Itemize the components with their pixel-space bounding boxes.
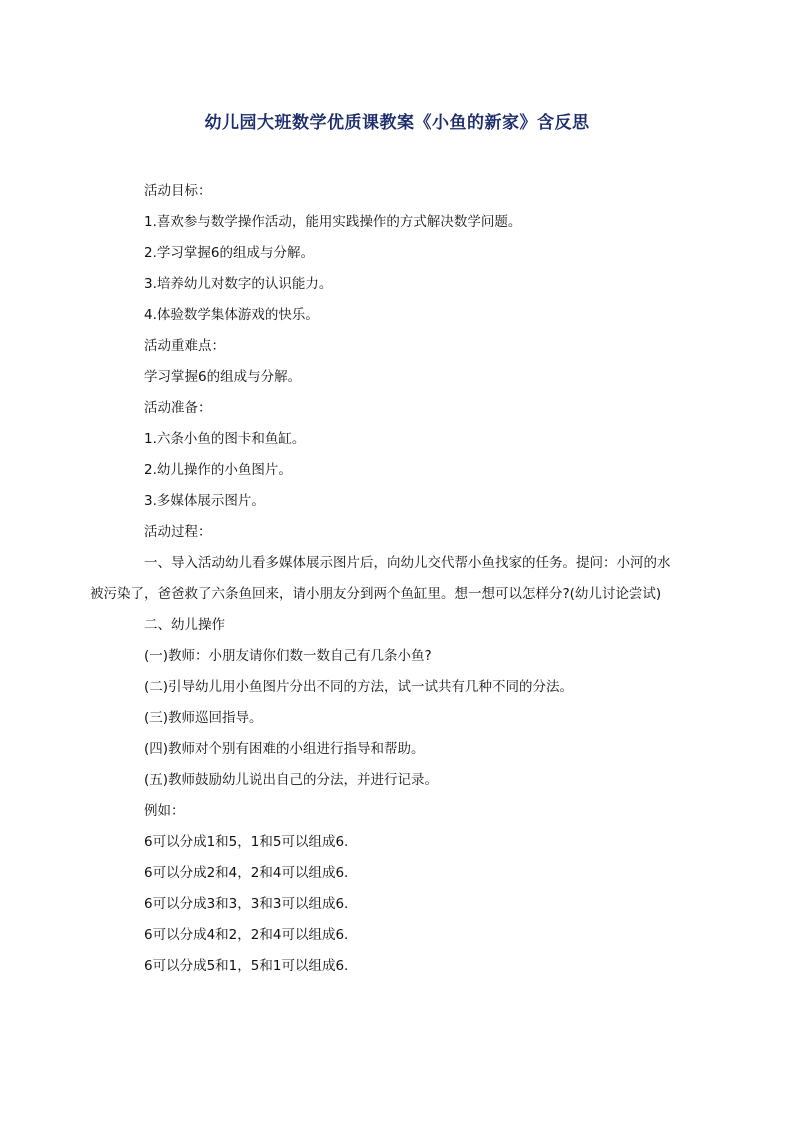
document-body <box>90 176 677 982</box>
process-sub-item: (五)教师鼓励幼儿说出自己的分法，并进行记录。 <box>144 772 439 788</box>
example-line: 6可以分成1和5，1和5可以组成6. <box>144 834 349 850</box>
objective-item: 1.喜欢参与数学操作活动，能用实践操作的方式解决数学问题。 <box>144 214 522 230</box>
section-heading-preparation: 活动准备： <box>144 400 212 416</box>
process-sub-item: (四)教师对个别有困难的小组进行指导和帮助。 <box>144 741 425 757</box>
section-heading-process: 活动过程： <box>144 524 212 540</box>
preparation-item: 2.幼儿操作的小鱼图片。 <box>144 462 292 478</box>
section-heading-objectives: 活动目标： <box>144 183 212 199</box>
process-step-heading: 二、幼儿操作 <box>144 617 225 633</box>
objective-item: 3.培养幼儿对数字的认识能力。 <box>144 276 333 292</box>
section-heading-key-points: 活动重难点： <box>144 338 225 354</box>
example-line: 6可以分成3和3，3和3可以组成6. <box>144 896 349 912</box>
example-heading: 例如： <box>144 803 185 819</box>
preparation-item: 1.六条小鱼的图卡和鱼缸。 <box>144 431 306 447</box>
objective-item: 4.体验数学集体游戏的快乐。 <box>144 307 319 323</box>
example-line: 6可以分成2和4，2和4可以组成6. <box>144 865 349 881</box>
document-title: 幼儿园大班数学优质课教案《小鱼的新家》含反思 <box>204 113 590 133</box>
example-line: 6可以分成4和2，2和4可以组成6. <box>144 927 349 943</box>
key-point-text: 学习掌握6的组成与分解。 <box>144 369 302 385</box>
process-sub-item: (一)教师：小朋友请你们数一数自己有几条小鱼? <box>144 648 432 664</box>
process-sub-item: (二)引导幼儿用小鱼图片分出不同的方法，试一试共有几种不同的分法。 <box>144 679 574 695</box>
preparation-item: 3.多媒体展示图片。 <box>144 493 265 509</box>
process-sub-item: (三)教师巡回指导。 <box>144 710 263 726</box>
process-intro-paragraph: 一、导入活动幼儿看多媒体展示图片后，向幼儿交代帮小鱼找家的任务。提问：小河的水被污染了，爸爸救了六条鱼回来，请小朋友分到两个鱼缸里。想一想可以怎样分?(幼儿讨论尝试) <box>90 555 671 602</box>
objective-item: 2.学习掌握6的组成与分解。 <box>144 245 314 261</box>
example-line: 6可以分成5和1，5和1可以组成6. <box>144 958 349 974</box>
